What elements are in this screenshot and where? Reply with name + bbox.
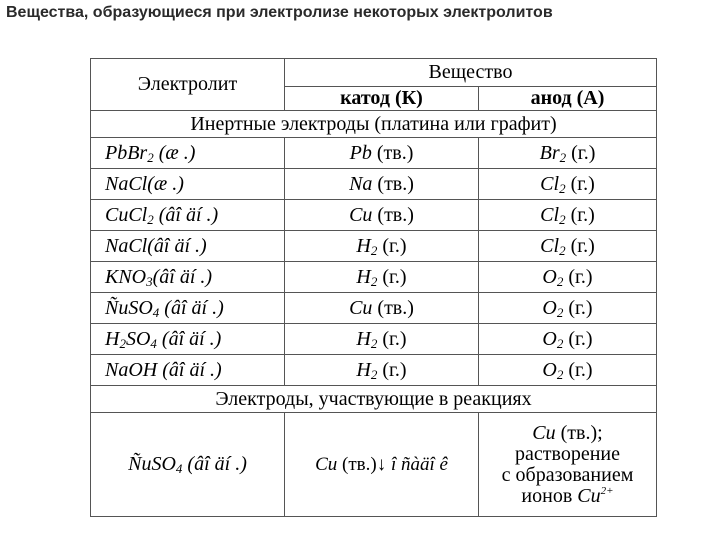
down-arrow-icon: ↓: [376, 453, 387, 475]
table-row: [91, 262, 657, 293]
header-anode: анод (А): [479, 87, 657, 111]
electrolyte-cell: CuCl$_2$ (âî äí .): [91, 200, 285, 231]
anode-cell: $Cl_2$ (г.): [479, 169, 657, 200]
cathode-cell: Cu (тв.): [285, 293, 479, 324]
cathode-cell: $H_2$ (г.): [285, 324, 479, 355]
electrolyte-cell: NaOH (âî äí .): [91, 355, 285, 386]
header-substance: Вещество: [285, 59, 657, 87]
anode-cell: $O_2$ (г.): [479, 293, 657, 324]
table-row: [91, 293, 657, 324]
anode-cell: $Cl_2$ (г.): [479, 231, 657, 262]
anode-cell: $O_2$ (г.): [479, 324, 657, 355]
table-row: [91, 231, 657, 262]
anode-cell: $O_2$ (г.): [479, 355, 657, 386]
electrolyte-cell: $H_2SO_4$ (âî äí .): [91, 324, 285, 355]
electrolyte-cell: PbBr$_2$ (æ .): [91, 138, 285, 169]
electrolyte-cell: ÑuSO$_4$ (âî äí .): [91, 413, 285, 517]
section-inert-electrodes: Инертные электроды (платина или графит): [91, 111, 657, 138]
cathode-cell: Pb (тв.): [285, 138, 479, 169]
table-row: [91, 138, 657, 169]
table-row: [91, 355, 657, 386]
anode-cell: $Cl_2$ (г.): [479, 200, 657, 231]
table-row: [91, 413, 657, 517]
cathode-cell: $H_2$ (г.): [285, 231, 479, 262]
header-electrolyte: Электролит: [91, 59, 285, 111]
electrolyte-cell: ÑuSO$_4$ (âî äí .): [91, 293, 285, 324]
cathode-cell: Na (тв.): [285, 169, 479, 200]
anode-cell: $O_2$ (г.): [479, 262, 657, 293]
slide-title: Вещества, образующиеся при электролизе некоторых электролитов: [6, 4, 553, 21]
cathode-cell: Cu (тв.): [285, 200, 479, 231]
anode-cell: Cu (тв.); растворение с образованием ионов $Cu^{2+}$: [479, 413, 657, 517]
section-active-electrodes: Электроды, участвующие в реакциях: [91, 386, 657, 413]
cathode-cell: $H_2$ (г.): [285, 355, 479, 386]
table-row: [91, 324, 657, 355]
anode-cell: $Br_2$ (г.): [479, 138, 657, 169]
electrolyte-cell: NaCl(æ .): [91, 169, 285, 200]
electrolysis-table: [90, 58, 657, 517]
cathode-cell: $H_2$ (г.): [285, 262, 479, 293]
table-row: [91, 200, 657, 231]
table-row: [91, 169, 657, 200]
cathode-cell: Cu (тв.)↓ î ñàäî ê: [285, 413, 479, 517]
header-cathode: катод (К): [285, 87, 479, 111]
electrolyte-cell: NaCl(âî äí .): [91, 231, 285, 262]
electrolyte-cell: $KNO_3(âî$ äí .): [91, 262, 285, 293]
